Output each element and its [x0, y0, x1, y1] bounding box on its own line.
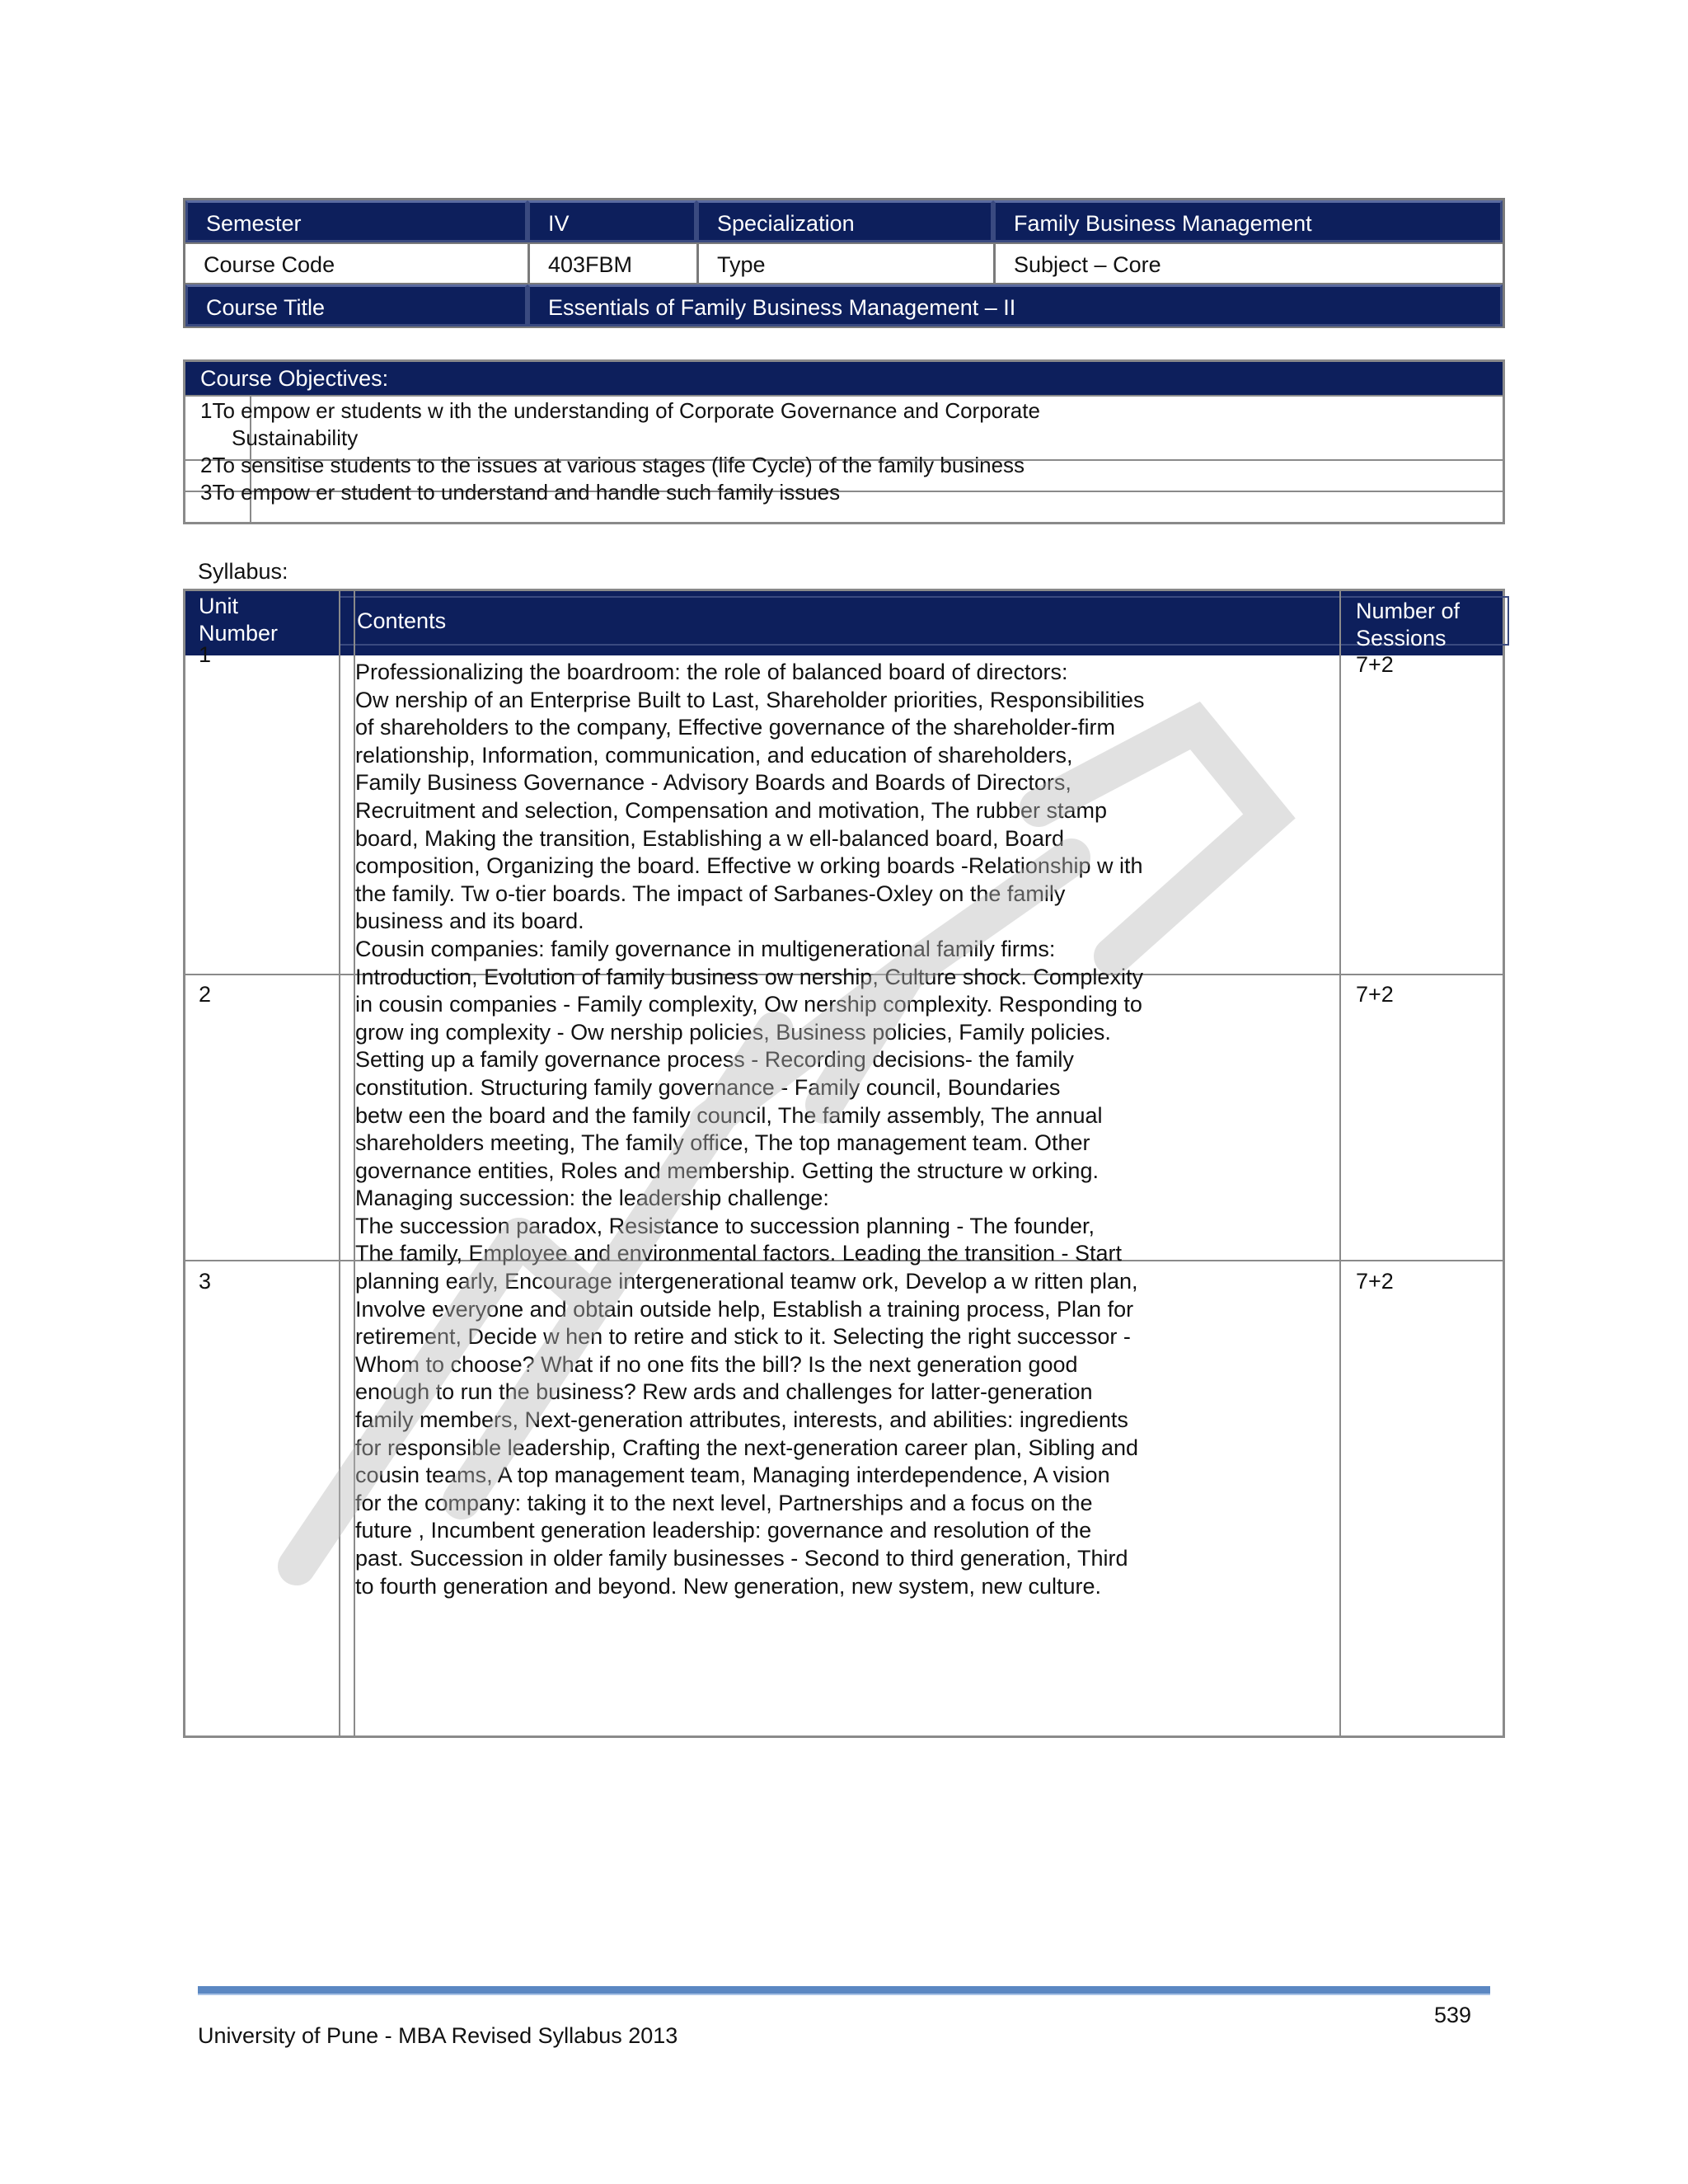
semester-label: Semester [185, 200, 528, 242]
course-code-value: 403FBM [528, 244, 696, 283]
content-line: Family Business Governance - Advisory Boards and Boards of Directors, [355, 770, 1071, 796]
content-line: past. Succession in older family businesses - Second to third generation, Third [355, 1546, 1128, 1571]
type-label: Type [696, 244, 993, 283]
course-title-label: Course Title [185, 284, 528, 326]
unit-number-1: 1 [199, 642, 212, 667]
content-line: Recruitment and selection, Compensation and motivation, The rubber stamp [355, 797, 1107, 823]
sessions-unit-2: 7+2 [1356, 982, 1394, 1007]
syllabus-header-row [185, 591, 1503, 655]
content-line: Introduction, Evolution of family business ow nership, Culture shock. Complexity [355, 964, 1143, 989]
unit-number-2: 2 [199, 982, 212, 1007]
contents-header: Contents [339, 596, 1509, 646]
content-line: cousin teams, A top management team, Managing interdependence, A vision [355, 1463, 1110, 1488]
specialization-value: Family Business Management [993, 200, 1503, 242]
content-line: business and its board. [355, 909, 584, 934]
header-row-course-code [185, 242, 1503, 284]
content-line: composition, Organizing the board. Effective w orking boards -Relationship w ith [355, 853, 1143, 879]
content-line: to fourth generation and beyond. New generation, new system, new culture. [355, 1573, 1102, 1599]
footer-rule [198, 1986, 1490, 1995]
header-row-semester [185, 200, 1503, 242]
content-line: enough to run the business? Rew ards and challenges for latter-generation [355, 1379, 1093, 1405]
content-line: retirement, Decide w hen to retire and stick to it. Selecting the right successor - [355, 1324, 1131, 1350]
objective-line-3: 3To empow er student to understand and handle such family issues [200, 480, 841, 505]
content-line: Setting up a family governance process - Recording decisions- the family [355, 1047, 1074, 1073]
content-line: family members, Next-generation attributes, interests, and abilities: ingredients [355, 1407, 1128, 1433]
sessions-unit-3: 7+2 [1356, 1269, 1394, 1294]
content-line: of shareholders to the company, Effective governance of the shareholder-firm [355, 715, 1116, 740]
content-line: Cousin companies: family governance in multigenerational family firms: [355, 936, 1056, 961]
divider [185, 395, 1503, 397]
syllabus-label: Syllabus: [198, 559, 288, 584]
sessions-header-line-2: Sessions [1356, 626, 1447, 651]
sessions-unit-1: 7+2 [1356, 652, 1394, 677]
course-objectives-table [183, 359, 1505, 524]
content-line: Managing succession: the leadership challenge: [355, 1186, 829, 1211]
page-number: 539 [1434, 2003, 1472, 2027]
content-line: constitution. Structuring family governance - Family council, Boundaries [355, 1074, 1061, 1100]
unit-number-3: 3 [199, 1269, 212, 1294]
objective-line-2: 2To sensitise students to the issues at various stages (life Cycle) of the family business [200, 453, 1025, 477]
header-row-course-title [185, 284, 1503, 326]
content-line: relationship, Information, communication, and education of shareholders, [355, 742, 1073, 768]
specialization-label: Specialization [696, 200, 993, 242]
divider [339, 591, 340, 1735]
sessions-header-line-1: Number of [1356, 599, 1461, 623]
content-line: planning early, Encourage intergenerational teamw ork, Develop a w ritten plan, [355, 1269, 1138, 1294]
content-line: The family, Employee and environmental factors. Leading the transition - Start [355, 1241, 1122, 1266]
content-line: grow ing complexity - Ow nership policies, Business policies, Family policies. [355, 1019, 1111, 1045]
content-line: in cousin companies - Family complexity, Ow nership complexity. Responding to [355, 992, 1142, 1017]
content-line: Whom to choose? What if no one fits the bill? Is the next generation good [355, 1351, 1078, 1377]
content-line: Professionalizing the boardroom: the role of balanced board of directors: [355, 660, 1068, 684]
course-info-table [183, 198, 1505, 328]
content-line: betw een the board and the family council, The family assembly, The annual [355, 1102, 1103, 1128]
semester-value: IV [528, 200, 696, 242]
footer-text: University of Pune - MBA Revised Syllabus 2013 [198, 2023, 678, 2048]
syllabus-table [183, 589, 1505, 1738]
content-line: the family. Tw o-tier boards. The impact of Sarbanes-Oxley on the family [355, 881, 1066, 906]
content-line: for responsible leadership, Crafting the next-generation career plan, Sibling and [355, 1435, 1139, 1460]
content-line: Involve everyone and obtain outside help, Establish a training process, Plan for [355, 1296, 1134, 1322]
objective-line-1-cont: Sustainability [232, 425, 359, 450]
divider [1339, 591, 1341, 1735]
content-line: board, Making the transition, Establishing a w ell-balanced board, Board [355, 825, 1065, 851]
syllabus-contents [355, 659, 1336, 1600]
objectives-heading: Course Objectives: [185, 362, 1503, 395]
content-line: The succession paradox, Resistance to succession planning - The founder, [355, 1213, 1095, 1238]
sessions-header [1356, 591, 1504, 655]
course-code-label: Course Code [204, 252, 335, 277]
course-title-value: Essentials of Family Business Management – II [528, 284, 1503, 326]
content-line: future , Incumbent generation leadership: governance and resolution of the [355, 1518, 1092, 1543]
objective-line-1: 1To empow er students w ith the understanding of Corporate Governance and Corporate [200, 398, 1040, 423]
content-line: Ow nership of an Enterprise Built to Last, Shareholder priorities, Responsibilities [355, 687, 1145, 712]
unit-header-line-1: Unit [199, 594, 239, 618]
content-line: governance entities, Roles and membership. Getting the structure w orking. [355, 1158, 1099, 1183]
type-value: Subject – Core [993, 244, 1503, 283]
unit-header-line-2: Number [199, 621, 279, 646]
content-line: for the company: taking it to the next level, Partnerships and a focus on the [355, 1490, 1093, 1515]
content-line: shareholders meeting, The family office, The top management team. Other [355, 1130, 1090, 1156]
